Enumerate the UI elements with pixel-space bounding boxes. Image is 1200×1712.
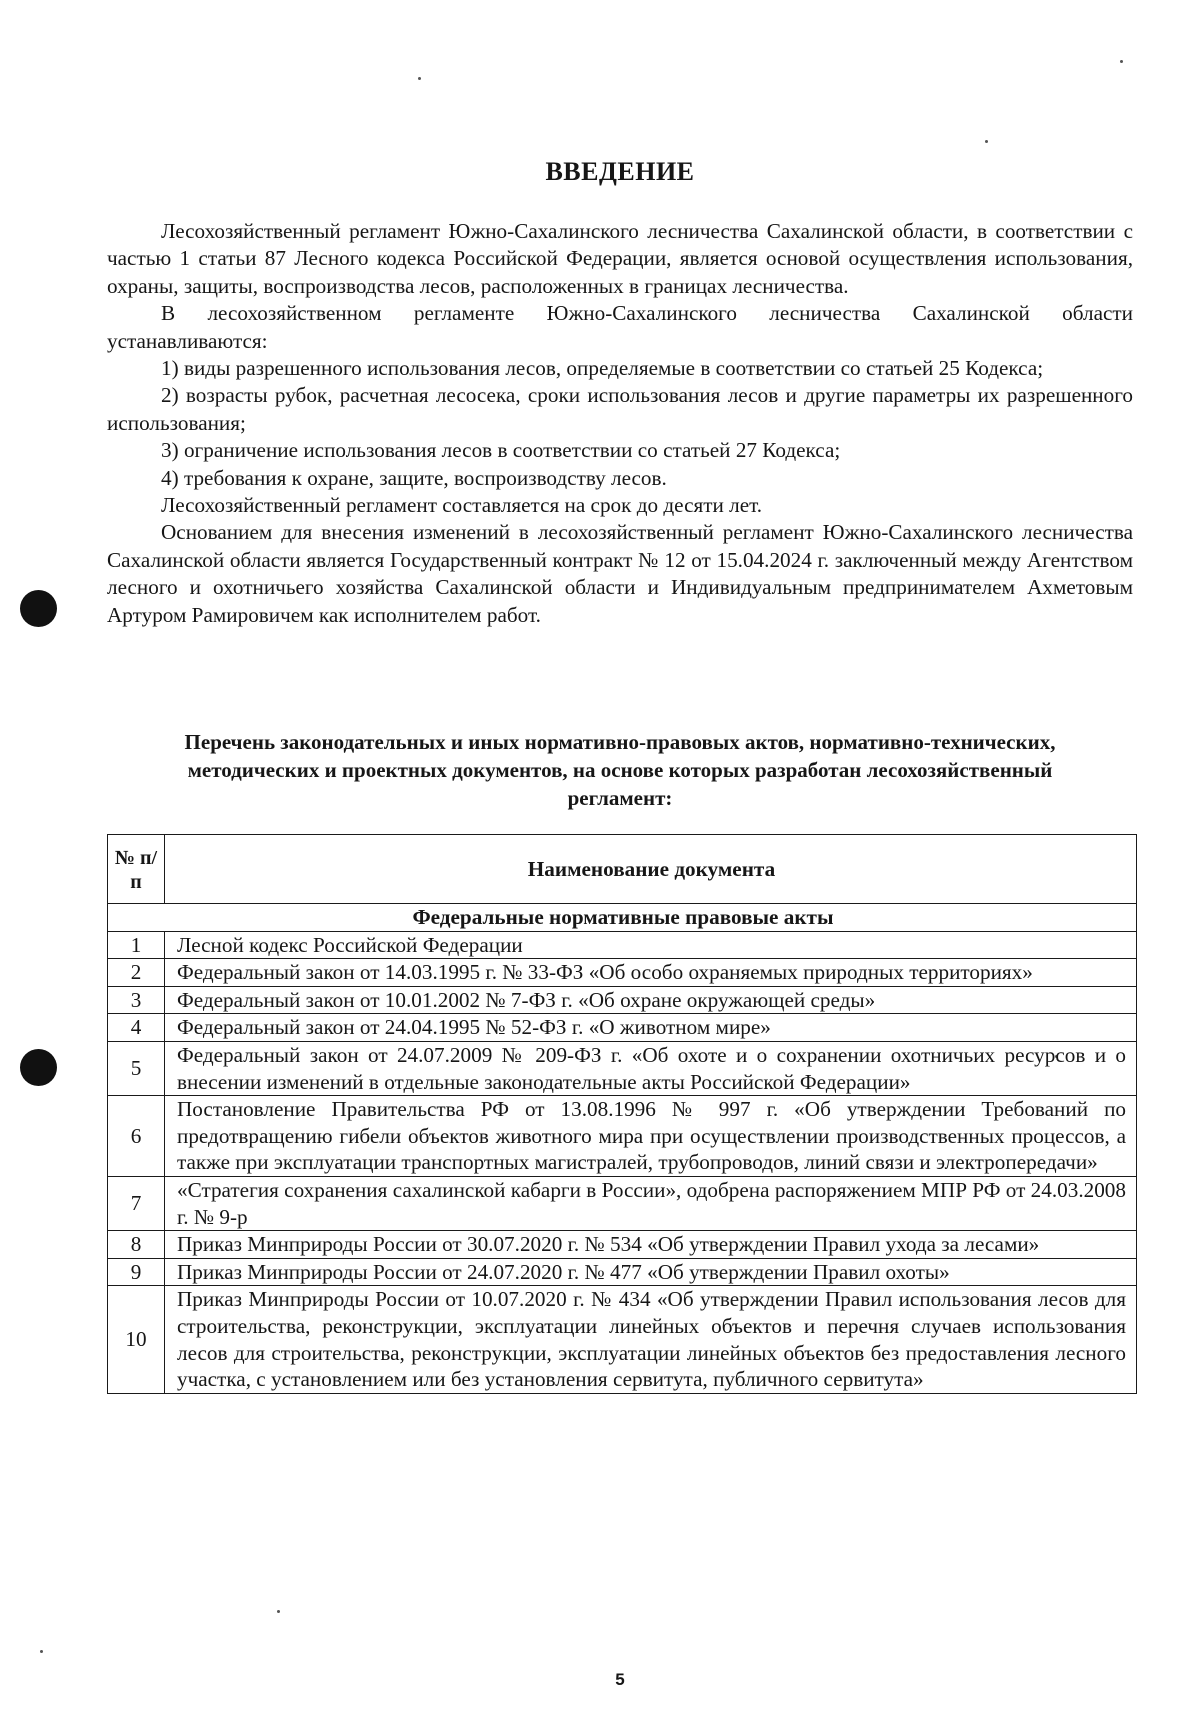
documents-table bbox=[107, 834, 1137, 1394]
introduction-text bbox=[107, 218, 1133, 629]
document-name: Лесной кодекс Российской Федерации bbox=[165, 931, 1137, 959]
intro-list-item: 2) возрасты рубок, расчетная лесосека, сроки использования лесов и другие параметры их разрешенного использования; bbox=[107, 383, 1133, 435]
table-row bbox=[108, 1286, 1137, 1393]
row-number: 6 bbox=[108, 1096, 165, 1177]
document-name: Федеральный закон от 10.01.2002 № 7-ФЗ г. «Об охране окружающей среды» bbox=[165, 986, 1137, 1014]
intro-list-item: 4) требования к охране, защите, воспроизводству лесов. bbox=[161, 465, 667, 490]
page-title: ВВЕДЕНИЕ bbox=[545, 157, 695, 186]
scan-speck bbox=[277, 1610, 280, 1613]
documents-list-heading: Перечень законодательных и иных нормативно-правовых актов, нормативно-технических, методических и проектных документов, на основе которых разработан лесохозяйственный регламент: bbox=[184, 730, 1056, 810]
scan-speck bbox=[418, 77, 421, 80]
row-number: 3 bbox=[108, 986, 165, 1014]
document-name: Приказ Минприроды России от 10.07.2020 г. № 434 «Об утверждении Правил использования лесов для строительства, реконструкции, эксплуатации линейных объектов и перечня случаев использования лесов для строительства, реконструкции, эксплуатации линейных объектов без предоставления лесного участка, с установлением или без установления сервитута, публичного сервитута» bbox=[165, 1286, 1137, 1393]
document-name: Приказ Минприроды России от 30.07.2020 г. № 534 «Об утверждении Правил ухода за лесами» bbox=[165, 1231, 1137, 1259]
document-name: Федеральный закон от 24.07.2009 № 209-ФЗ г. «Об охоте и о сохранении охотничьих ресурсов и о внесении изменений в отдельные законодательные акты Российской Федерации» bbox=[165, 1041, 1137, 1095]
document-name: «Стратегия сохранения сахалинской кабарги в России», одобрена распоряжением МПР РФ от 24.03.2008 г. № 9-р bbox=[165, 1176, 1137, 1230]
row-number: 7 bbox=[108, 1176, 165, 1230]
intro-list-item: 1) виды разрешенного использования лесов, определяемые в соответствии со статьей 25 Кодекса; bbox=[161, 356, 1044, 381]
table-row bbox=[108, 1014, 1137, 1042]
scan-speck bbox=[1120, 60, 1123, 63]
page-number: 5 bbox=[615, 1670, 625, 1689]
table-row bbox=[108, 1258, 1137, 1286]
table-row bbox=[108, 1176, 1137, 1230]
intro-paragraph: В лесохозяйственном регламенте Южно-Сахалинского лесничества Сахалинской области устанавливаются: bbox=[107, 301, 1133, 353]
document-name: Приказ Минприроды России от 24.07.2020 г. № 477 «Об утверждении Правил охоты» bbox=[165, 1258, 1137, 1286]
row-number: 1 bbox=[108, 931, 165, 959]
scan-speck bbox=[40, 1650, 43, 1653]
column-header-number: № п/п bbox=[108, 835, 165, 904]
intro-paragraph: Лесохозяйственный регламент составляется на срок до десяти лет. bbox=[161, 493, 763, 518]
table-section-row bbox=[108, 904, 1137, 932]
row-number: 5 bbox=[108, 1041, 165, 1095]
intro-paragraph: Основанием для внесения изменений в лесохозяйственный регламент Южно-Сахалинского лесничества Сахалинской области является Государственный контракт № 12 от 15.04.2024 г. заключенный между Агентством лесного и охотничьего хозяйства Сахалинской области и Индивидуальным предпринимателем Ахметовым Артуром Рамировичем как исполнителем работ. bbox=[107, 520, 1133, 627]
document-name: Федеральный закон от 24.04.1995 № 52-ФЗ г. «О животном мире» bbox=[165, 1014, 1137, 1042]
intro-list-item: 3) ограничение использования лесов в соответствии со статьей 27 Кодекса; bbox=[161, 438, 841, 463]
column-header-name: Наименование документа bbox=[165, 835, 1137, 904]
table-row bbox=[108, 986, 1137, 1014]
row-number: 9 bbox=[108, 1258, 165, 1286]
row-number: 2 bbox=[108, 959, 165, 987]
intro-paragraph: Лесохозяйственный регламент Южно-Сахалинского лесничества Сахалинской области, в соответствии с частью 1 статьи 87 Лесного кодекса Российской Федерации, является основой осуществления использования, охраны, защиты, воспроизводства лесов, расположенных в границах лесничества. bbox=[107, 219, 1133, 298]
row-number: 10 bbox=[108, 1286, 165, 1393]
row-number: 8 bbox=[108, 1231, 165, 1259]
table-row bbox=[108, 1096, 1137, 1177]
document-name: Федеральный закон от 14.03.1995 г. № 33-ФЗ «Об особо охраняемых природных территориях» bbox=[165, 959, 1137, 987]
document-name: Постановление Правительства РФ от 13.08.1996 № 997 г. «Об утверждении Требований по предотвращению гибели объектов животного мира при осуществлении производственных процессов, а также при эксплуатации транспортных магистралей, трубопроводов, линий связи и электропередачи» bbox=[165, 1096, 1137, 1177]
binder-hole-mark bbox=[20, 590, 57, 627]
table-header-row bbox=[108, 835, 1137, 904]
section-title: Федеральные нормативные правовые акты bbox=[108, 904, 1137, 932]
table-row bbox=[108, 959, 1137, 987]
scan-speck bbox=[985, 140, 988, 143]
table-row bbox=[108, 1041, 1137, 1095]
table-row bbox=[108, 931, 1137, 959]
binder-hole-mark bbox=[20, 1049, 57, 1086]
table-row bbox=[108, 1231, 1137, 1259]
row-number: 4 bbox=[108, 1014, 165, 1042]
